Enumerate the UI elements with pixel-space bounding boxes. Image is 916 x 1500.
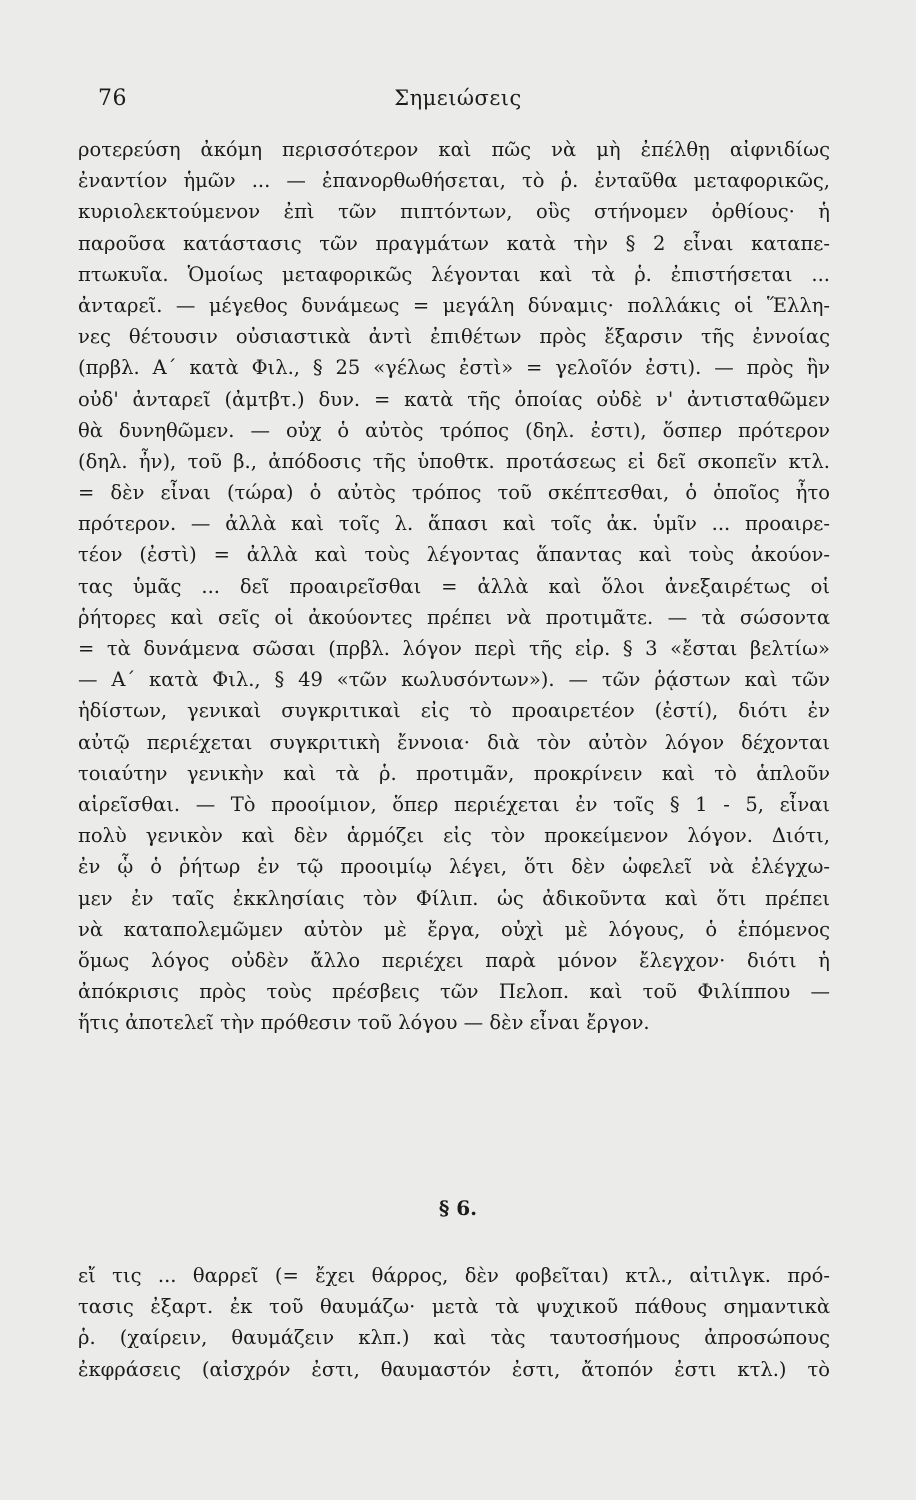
text-line: ἐκφράσεις (αἰσχρόν ἐστι, θαυμαστόν ἐστι, ἄτοπόν ἐστι κτλ.) τὸ [78, 1357, 830, 1381]
text-line: τας ὑμᾶς ... δεῖ προαιρεῖσθαι = ἀλλὰ καὶ ὅλοι ἀνεξαιρέτως οἱ [78, 574, 830, 598]
text-line: ἀνταρεῖ. — μέγεθος δυνάμεως = μεγάλη δύναμις· πολλάκις οἱ Ἕλλη- [78, 293, 830, 317]
text-line: = τὰ δυνάμενα σῶσαι (πρβλ. λόγον περὶ τῆς εἰρ. § 3 «ἔσται βελτίω» [78, 637, 830, 660]
text-line: οὐδ' ἀνταρεῖ (ἀμτβτ.) δυν. = κατὰ τῆς ὁποίας οὐδὲ ν' ἀντισταθῶμεν [78, 387, 830, 411]
text-line: τασις ἐξαρτ. ἐκ τοῦ θαυμάζω· μετὰ τὰ ψυχικοῦ πάθους σημαντικὰ [78, 1295, 830, 1319]
text-line: ἐναντίον ἡμῶν ... — ἐπανορθωθήσεται, τὸ ῥ. ἐνταῦθα μεταφορικῶς, [78, 169, 830, 193]
text-line: ροτερεύση ἀκόμη περισσότερον καὶ πῶς νὰ μὴ ἐπέλθῃ αἰφνιδίως [78, 138, 830, 161]
text-line: εἴ τις ... θαρρεῖ (= ἔχει θάρρος, δὲν φοβεῖται) κτλ., αἰτιλγκ. πρό- [78, 1264, 830, 1287]
section-heading: § 6. [438, 1196, 478, 1220]
text-line: ῥήτορες καὶ σεῖς οἱ ἀκούοντες πρέπει νὰ προτιμᾶτε. — τὰ σώσοντα [78, 605, 830, 629]
text-line: ῥ. (χαίρειν, θαυμάζειν κλπ.) καὶ τὰς ταυτοσήμους ἀπροσώπους [78, 1326, 830, 1350]
text-line: — Α΄ κατὰ Φιλ., § 49 «τῶν κωλυσόντων»). — τῶν ῥᾴστων καὶ τῶν [78, 668, 830, 692]
notes-paragraph-2 [78, 1260, 830, 1385]
text-line: αὐτῷ περιέχεται συγκριτικὴ ἔννοια· διὰ τὸν αὐτὸν λόγον δέχονται [78, 730, 830, 754]
text-line: τέον (ἐστὶ) = ἀλλὰ καὶ τοὺς λέγοντας ἅπαντας καὶ τοὺς ἀκούον- [78, 543, 830, 567]
text-line: μεν ἐν ταῖς ἐκκλησίαις τὸν Φίλιπ. ὡς ἀδικοῦντα καὶ ὅτι πρέπει [78, 886, 830, 910]
text-line: αἱρεῖσθαι. — Τὸ προοίμιον, ὅπερ περιέχεται ἐν τοῖς § 1 - 5, εἶναι [78, 792, 830, 816]
text-line: τοιαύτην γενικὴν καὶ τὰ ῥ. προτιμᾶν, προκρίνειν καὶ τὸ ἁπλοῦν [78, 761, 830, 785]
text-line: νες θέτουσιν οὐσιαστικὰ ἀντὶ ἐπιθέτων πρὸς ἔξαρσιν τῆς ἐννοίας [78, 325, 830, 349]
notes-paragraph-1 [78, 134, 830, 1038]
text-line: κυριολεκτούμενον ἐπὶ τῶν πιπτόντων, οὓς στήνομεν ὀρθίους· ἡ [78, 200, 830, 224]
text-line: ἥτις ἀποτελεῖ τὴν πρόθεσιν τοῦ λόγου — δὲν εἶναι ἔργον. [78, 1011, 650, 1035]
text-line: ἀπόκρισις πρὸς τοὺς πρέσβεις τῶν Πελοπ. καὶ τοῦ Φιλίππου — [78, 980, 830, 1004]
running-head: Σημειώσεις [394, 86, 522, 110]
text-line: παροῦσα κατάστασις τῶν πραγμάτων κατὰ τὴν § 2 εἶναι καταπε- [78, 231, 830, 255]
text-line: (πρβλ. Α΄ κατὰ Φιλ., § 25 «γέλως ἐστὶ» = γελοῖόν ἐστι). — πρὸς ἣν [78, 356, 830, 380]
text-line: = δὲν εἶναι (τώρα) ὁ αὐτὸς τρόπος τοῦ σκέπτεσθαι, ὁ ὁποῖος ἦτο [78, 481, 830, 505]
text-line: νὰ καταπολεμῶμεν αὐτὸν μὲ ἔργα, οὐχὶ μὲ λόγους, ὁ ἑπόμενος [78, 917, 830, 941]
text-line: (δηλ. ἦν), τοῦ β., ἀπόδοσις τῆς ὑποθτκ. προτάσεως εἰ δεῖ σκοπεῖν κτλ. [78, 449, 830, 473]
text-line: πρότερον. — ἀλλὰ καὶ τοῖς λ. ἅπασι καὶ τοῖς ἀκ. ὑμῖν ... προαιρε- [78, 512, 830, 536]
text-line: ἡδίστων, γενικαὶ συγκριτικαὶ εἰς τὸ προαιρετέον (ἐστί), διότι ἐν [78, 699, 830, 723]
text-line: πολὺ γενικὸν καὶ δὲν ἁρμόζει εἰς τὸν προκείμενον λόγον. Διότι, [78, 824, 830, 848]
text-line: ὅμως λόγος οὐδὲν ἄλλο περιέχει παρὰ μόνον ἔλεγχον· διότι ἡ [78, 948, 830, 972]
page-number: 76 [98, 86, 127, 111]
text-line: θὰ δυνηθῶμεν. — οὐχ ὁ αὐτὸς τρόπος (δηλ. ἐστι), ὅσπερ πρότερον [78, 418, 830, 442]
text-line: πτωκυῖα. Ὁμοίως μεταφορικῶς λέγονται καὶ τὰ ῥ. ἐπιστήσεται ... [78, 262, 830, 286]
text-line: ἐν ᾧ ὁ ῥήτωρ ἐν τῷ προοιμίῳ λέγει, ὅτι δὲν ὠφελεῖ νὰ ἐλέγχω- [78, 855, 830, 879]
